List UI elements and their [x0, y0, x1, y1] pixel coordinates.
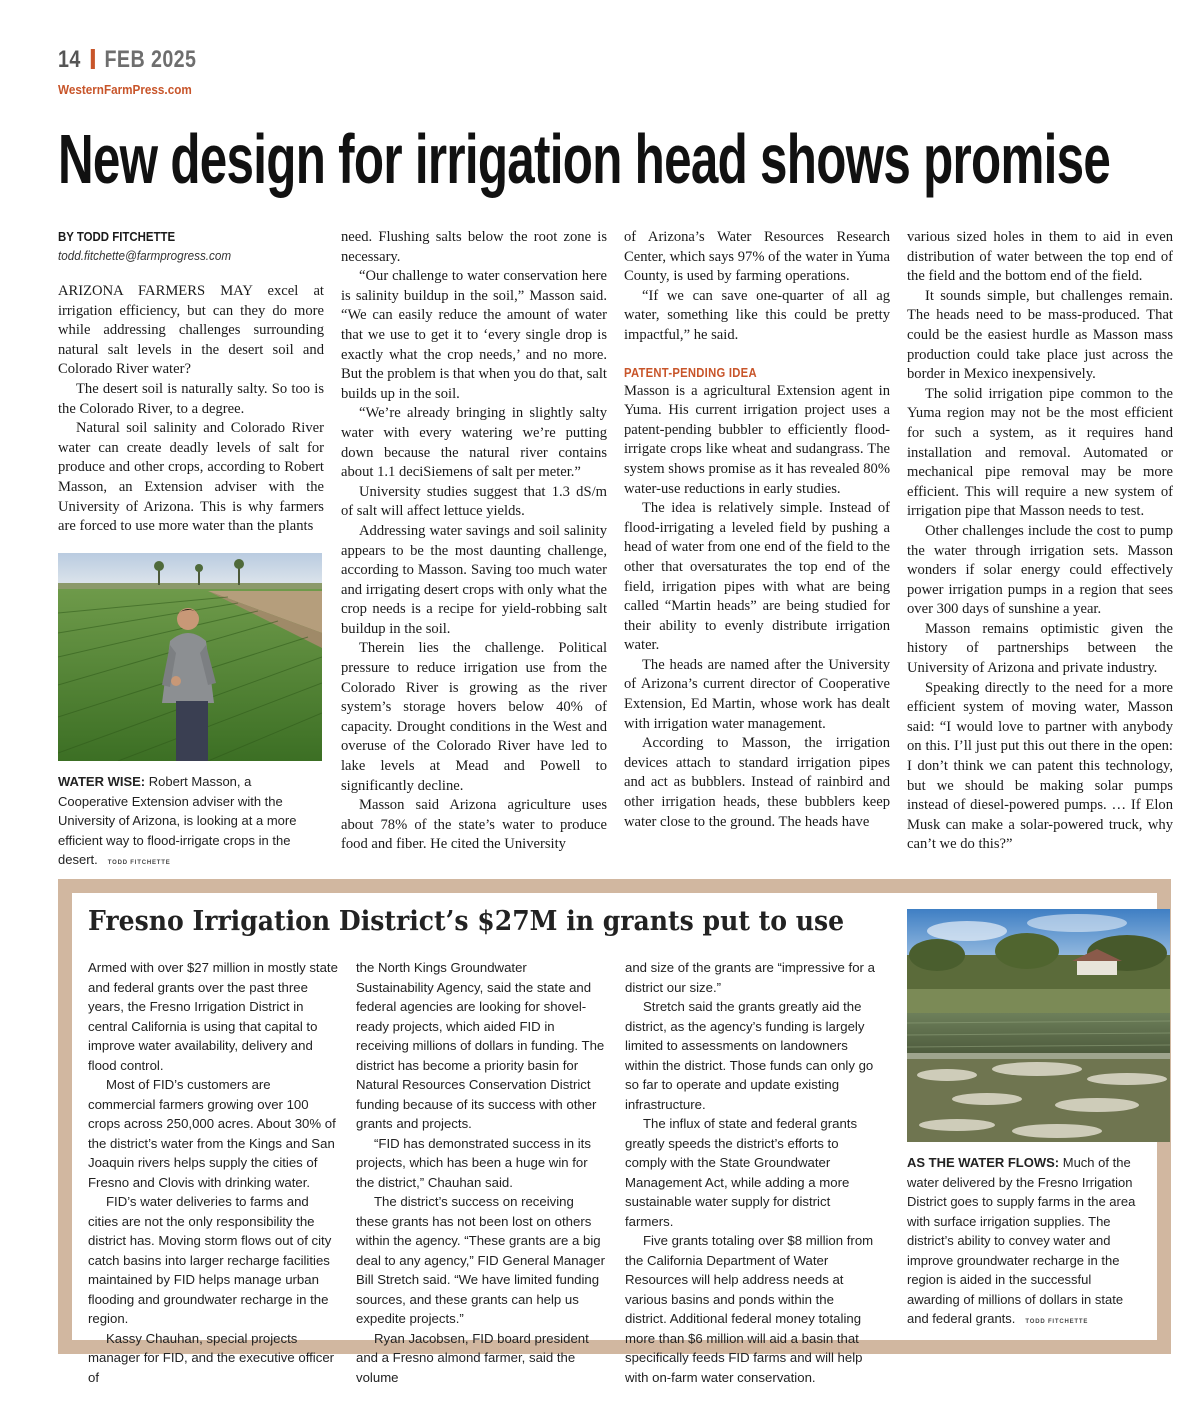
paragraph: Stretch said the grants greatly aid the district, as the agency’s funding is largely limited to assessments on landowners within the district. Those funds can only go so far to operate and update existing infrastructure. — [625, 999, 874, 1112]
paragraph: “We’re already bringing in slightly salty water with every watering we’re putting down because the natural river contains about 1.1 deciSiemens of salt per meter.” — [341, 405, 607, 481]
paragraph: Addressing water savings and soil salinity appears to be the most daunting challenge, according to Masson. Saving too much water and irrigating desert crops with only what the crop needs is a recipe for yield-robbing salt buildup in the soil. — [341, 522, 607, 637]
article-column-4 — [907, 228, 1173, 855]
author-email[interactable]: todd.fitchette@farmprogress.com — [58, 248, 232, 263]
caption-text: Much of the water delivered by the Fresno Irrigation District goes to supply farms in the area with surface irrigation supplies. The district’s ability to convey water and improve groundwater recharge in the region is aided in the successful awarding of millions of dollars in state and federal grants. — [907, 1155, 1136, 1326]
paragraph: need. Flushing salts below the root zone is necessary. — [341, 229, 607, 265]
paragraph: University studies suggest that 1.3 dS/m of salt will affect lettuce yields. — [341, 483, 607, 520]
paragraph: Armed with over $27 million in mostly state and federal grants over the past three years, the Fresno Irrigation District in central California is using that capital to improve water availability, delivery and flood control. — [88, 960, 338, 1073]
article-headline: New design for irrigation head shows promise — [58, 120, 1111, 198]
folio-divider — [91, 49, 95, 69]
paragraph: Other challenges include the cost to pump the water through irrigation sets. Masson wonders if solar energy could effectively power irrigation pumps in a region that sees over 300 days of sunshine a year. — [907, 522, 1173, 618]
paragraph: The solid irrigation pipe common to the Yuma region may not be the most efficient for such a system, as it requires hand installation and removal. Automated or mechanical pipe removal may be more efficient. This will require a new system of irrigation pipe that Masson needs to test. — [907, 385, 1173, 520]
byline: BY TODD FITCHETTE — [58, 229, 176, 244]
paragraph: Kassy Chauhan, special projects manager for FID, and the executive officer of — [88, 1330, 335, 1385]
paragraph: FID’s water deliveries to farms and cities are not the only responsibility the district has. Moving storm flows out of city catch basins into larger recharge facilities maintained by FID helps manage urban flooding and groundwater recharge in the region. — [88, 1194, 332, 1326]
photo-irrigation-canal — [907, 909, 1170, 1142]
photo-caption-water-wise — [58, 772, 324, 874]
paragraph: Therein lies the challenge. Political pressure to reduce irrigation use from the Colorado River is growing as the river system’s storage hovers below 40% of capacity. Drought conditions in the West and overuse of the Colorado River have led to lake levels at Mead and Powell to significantly decline. — [341, 640, 607, 794]
paragraph: the North Kings Groundwater Sustainability Agency, said the state and federal agencies are looking for shovel-ready projects, which aided FID in receiving millions of dollars in funding. The district has become a priority basin for Natural Resources Conservation District funding because of its success with other grants and projects. — [356, 960, 605, 1131]
paragraph: and size of the grants are “impressive for a district our size.” — [625, 960, 875, 995]
sidebar-column-3 — [625, 958, 875, 1387]
page-folio — [58, 46, 196, 74]
paragraph: The influx of state and federal grants greatly speeds the district’s efforts to comply with the State Groundwater Management Act, while adding a more sustainable water supply for district farmers. — [625, 1116, 858, 1229]
photo-farmer-in-field — [58, 553, 322, 761]
caption-lead: AS THE WATER FLOWS: — [907, 1155, 1060, 1170]
article-column-3 — [624, 228, 890, 832]
paragraph: “If we can save one-quarter of all ag water, something like this could be pretty impactful,” he said. — [624, 287, 890, 343]
sidebar-column-2 — [356, 958, 606, 1387]
paragraph: The district’s success on receiving these grants has not been lost on others within the agency. “These grants are a big deal to any agency,” FID General Manager Bill Stretch said. “We have limited funding sources, and these grants can help us expedite projects.” — [356, 1194, 605, 1326]
paragraph: Five grants totaling over $8 million from the California Department of Water Resources will help address needs at various basins and ponds within the district. Additional federal money totaling more than $6 million will aid a basin that specifically feeds FID farms and will help with on-farm water conservation. — [625, 1233, 874, 1385]
paragraph: Masson is a agricultural Extension agent in Yuma. His current irrigation project uses a patent-pending bubbler to efficiently flood-irrigate crops like wheat and sudangrass. The system shows promise as it has revealed 80% water-use reductions in early studies. — [624, 382, 890, 497]
sidebar-title: Fresno Irrigation District’s $27M in grants put to use — [88, 906, 845, 937]
sidebar-column-1 — [88, 958, 338, 1387]
page-number: 14 — [58, 46, 81, 73]
paragraph: of Arizona’s Water Resources Research Center, which says 97% of the water in Yuma County, is used by farming operations. — [624, 229, 890, 285]
paragraph: “Our challenge to water conservation here is salinity buildup in the soil,” Masson said. “We can easily reduce the amount of water that we use to get it to ‘every single drop is exactly what the crop needs,’ and no more. But the problem is that when you do that, salt builds up in the soil. — [341, 268, 607, 402]
paragraph: The idea is relatively simple. Instead of flood-irrigating a leveled field by pushing a head of water from one end of the field to the other that oversaturates the top end of the field, irrigation pipes with what are being called “Martin heads” are being studied for their ability to evenly distribute irrigation water. — [624, 500, 890, 654]
section-subhead: PATENT-PENDING IDEA — [624, 365, 757, 380]
paragraph: Speaking directly to the need for a more efficient system of moving water, Masson said: “I would love to partner with anybody on this. I’ll just put this out there in the open: I don’t think we can patent this technology, but we should be making solar pumps instead of diesel-powered pumps. … If Elon Musk can make a solar-powered truck, why can’t we do this?” — [907, 679, 1173, 853]
paragraph: It sounds simple, but challenges remain. The heads need to be mass-produced. That could be the easiest hurdle as Masson mass production could take place just across the border in Mexico inexpensively. — [907, 287, 1173, 383]
paragraph: Ryan Jacobsen, FID board president and a Fresno almond farmer, said the volume — [356, 1330, 589, 1385]
issue-date: FEB 2025 — [104, 46, 197, 73]
paragraph: Natural soil salinity and Colorado River water can create deadly levels of salt for produce and other crops, according to Robert Masson, an Extension adviser with the University of Arizona. This is why farmers are forced to use more water than the plants — [58, 420, 324, 535]
paragraph: Masson said Arizona agriculture uses about 78% of the state’s water to produce food and fiber. He cited the University — [341, 797, 607, 853]
paragraph: “FID has demonstrated success in its projects, which has been a huge win for the district,” Chauhan said. — [356, 1135, 591, 1190]
paragraph: ARIZONA FARMERS MAY excel at irrigation efficiency, but can they do more while addressing challenges surrounding natural salt levels in the desert soil and Colorado River water? — [58, 283, 324, 378]
paragraph: The desert soil is naturally salty. So too is the Colorado River, to a degree. — [58, 380, 324, 417]
paragraph: Most of FID’s customers are commercial farmers growing over 100 crops across 250,000 acres. About 30% of the district’s water from the Kings and San Joaquin rivers helps supply the cities of Fresno and Clovis with drinking water. — [88, 1077, 336, 1190]
article-column-2 — [341, 228, 607, 855]
paragraph: Masson remains optimistic given the history of partnerships between the University of Arizona and private industry. — [907, 620, 1173, 677]
caption-lead: WATER WISE: — [58, 774, 146, 789]
photo-credit: TODD FITCHETTE — [107, 860, 171, 866]
paragraph: various sized holes in them to aid in even distribution of water between the top end of the field and the bottom end of the field. — [907, 229, 1173, 285]
site-name: WesternFarmPress.com — [58, 82, 192, 97]
caption-text: Robert Masson, a Cooperative Extension adviser with the University of Arizona, is looking at a more efficient way to flood-irrigate crops in the desert. — [58, 774, 297, 867]
photo-credit: TODD FITCHETTE — [1025, 1319, 1089, 1325]
article-column-1 — [58, 228, 324, 537]
photo-caption-water-flows — [907, 1153, 1147, 1333]
paragraph: The heads are named after the University of Arizona’s current director of Cooperative Extension, Ed Martin, whose work has dealt with irrigation water management. — [624, 656, 890, 732]
paragraph: According to Masson, the irrigation devices attach to standard irrigation pipes and act as bubblers. Instead of rainbird and other irrigation heads, these bubblers keep water close to the ground. The heads have — [624, 735, 890, 830]
